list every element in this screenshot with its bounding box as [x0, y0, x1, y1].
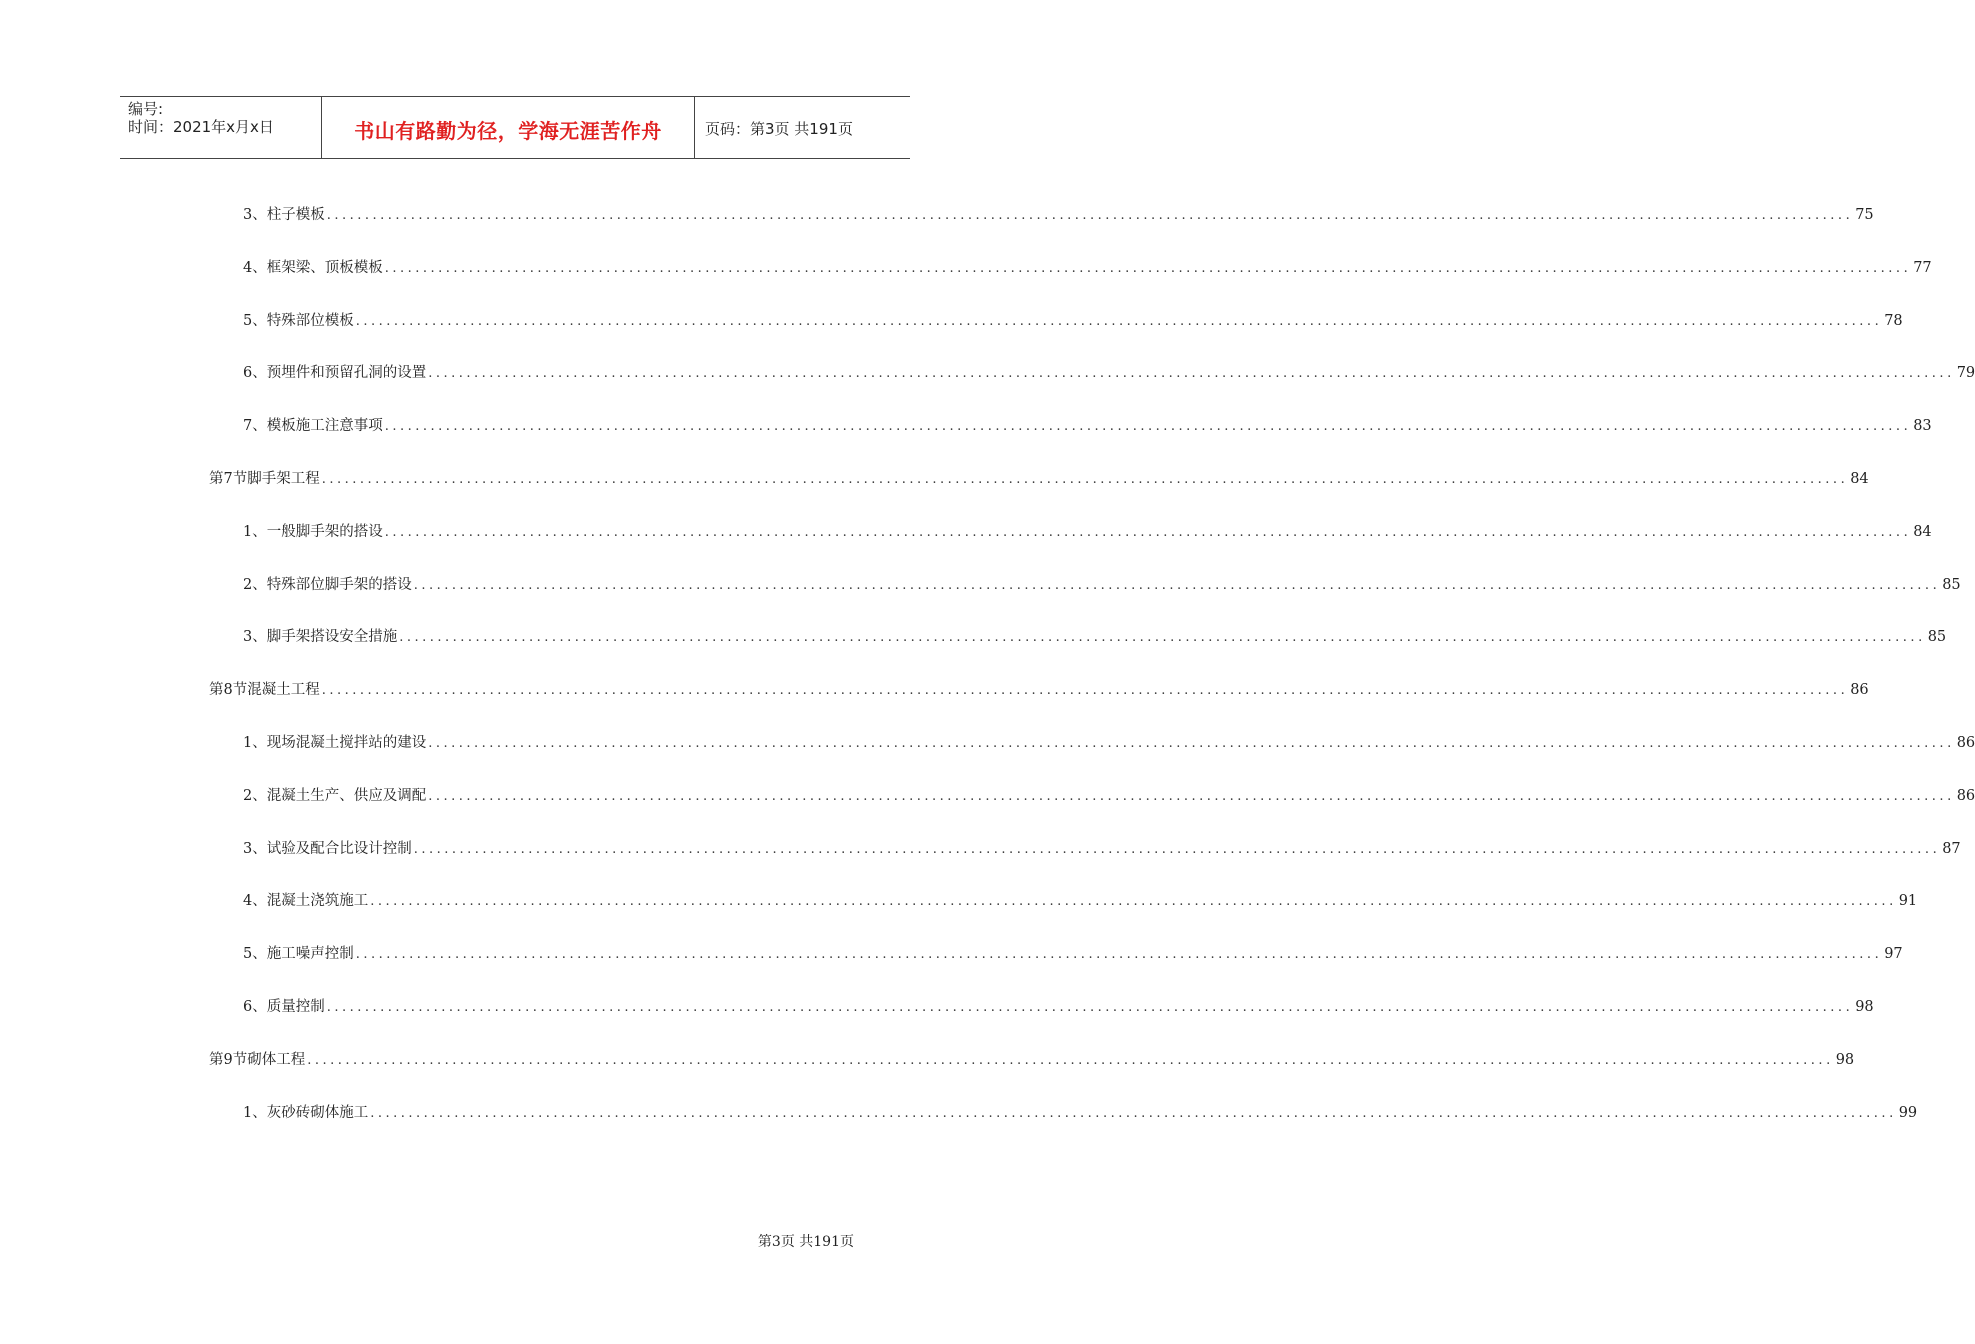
toc-entry-title: 柱子模板 — [266, 207, 325, 223]
toc-entry-title: 模板施工注意事项 — [266, 418, 383, 434]
toc-entry[interactable] — [243, 1102, 1918, 1124]
serial-label: 编号: — [128, 100, 164, 118]
toc-entry-number: 4、 — [243, 260, 267, 276]
toc-entry-number: 3、 — [243, 207, 267, 223]
toc-entry-number: 4、 — [243, 893, 267, 909]
toc-entry-page: 83 — [1913, 418, 1932, 434]
toc-entry-number: 5、 — [243, 313, 267, 329]
toc-entry[interactable] — [243, 362, 1975, 384]
toc-dot-leader: ........................................................................................................................................................................................................ — [355, 947, 1883, 962]
page-footer: 第3页 共191页 — [757, 1234, 854, 1250]
toc-entry-number: 5、 — [243, 946, 267, 962]
toc-entry-page: 75 — [1855, 207, 1874, 223]
toc-dot-leader: ........................................................................................................................................................................................................ — [384, 525, 1912, 540]
toc-entry[interactable] — [243, 415, 1932, 437]
toc-entry-title: 脚手架工程 — [247, 471, 320, 487]
toc-entry-number: 第9节 — [209, 1052, 248, 1068]
toc-entry-title: 预埋件和预留孔洞的设置 — [266, 365, 427, 381]
toc-entry-page: 97 — [1884, 946, 1903, 962]
toc-entry[interactable] — [243, 574, 1961, 596]
toc-entry-page: 78 — [1884, 313, 1903, 329]
toc-entry-title: 一般脚手架的搭设 — [266, 524, 383, 540]
toc-entry-page: 84 — [1850, 471, 1869, 487]
toc-entry-page: 79 — [1956, 365, 1975, 381]
toc-dot-leader: ........................................................................................................................................................................................................ — [384, 261, 1912, 276]
toc-entry-page: 86 — [1850, 682, 1869, 698]
toc-section-entry[interactable] — [209, 1049, 1855, 1071]
toc-dot-leader: ........................................................................................................................................................................................................ — [399, 630, 1926, 645]
toc-dot-leader: ........................................................................................................................................................................................................ — [413, 842, 1941, 857]
toc-entry[interactable] — [243, 626, 1947, 648]
time-label: 时间：2021年x月x日 — [128, 118, 274, 136]
header-page-cell — [695, 97, 910, 158]
toc-entry[interactable] — [243, 310, 1903, 332]
toc-entry-title: 施工噪声控制 — [266, 946, 354, 962]
toc-dot-leader: ........................................................................................................................................................................................................ — [428, 366, 1955, 381]
toc-entry-title: 现场混凝土搅拌站的建设 — [266, 735, 427, 751]
toc-entry-number: 3、 — [243, 629, 267, 645]
toc-entry[interactable] — [243, 996, 1874, 1018]
toc-entry-page: 98 — [1835, 1052, 1855, 1068]
toc-entry-number: 2、 — [243, 577, 267, 593]
toc-section-entry[interactable] — [209, 679, 1869, 701]
toc-dot-leader: ........................................................................................................................................................................................................ — [307, 1053, 1834, 1068]
toc-entry-title: 质量控制 — [266, 999, 325, 1015]
toc-entry-number: 6、 — [243, 365, 267, 381]
toc-entry-title: 砌体工程 — [247, 1052, 306, 1068]
toc-entry-page: 99 — [1898, 1105, 1918, 1121]
toc-dot-leader: ........................................................................................................................................................................................................ — [321, 472, 1849, 487]
toc-entry-page: 86 — [1956, 735, 1975, 751]
toc-entry-title: 试验及配合比设计控制 — [266, 841, 412, 857]
toc-entry-page: 98 — [1855, 999, 1874, 1015]
motto: 书山有路勤为径，学海无涯苦作舟 — [354, 119, 662, 143]
toc-entry-page: 85 — [1942, 577, 1961, 593]
toc-entry-number: 1、 — [243, 524, 267, 540]
toc-entry[interactable] — [243, 257, 1932, 279]
header-motto-cell — [322, 97, 695, 158]
toc-entry-page: 85 — [1927, 629, 1947, 645]
toc-entry-page: 86 — [1956, 788, 1975, 804]
toc-entry-number: 第7节 — [209, 471, 248, 487]
toc-entry[interactable] — [243, 838, 1961, 860]
toc-entry-number: 7、 — [243, 418, 267, 434]
toc-entry-page: 84 — [1913, 524, 1932, 540]
toc-dot-leader: ........................................................................................................................................................................................................ — [428, 789, 1955, 804]
toc-entry-number: 1、 — [243, 1105, 267, 1121]
toc-dot-leader: ........................................................................................................................................................................................................ — [370, 894, 1897, 909]
toc-entry-page: 87 — [1942, 841, 1961, 857]
header-page-label: 页码：第3页 共191页 — [705, 120, 853, 138]
toc-entry-number: 6、 — [243, 999, 267, 1015]
toc-dot-leader: ........................................................................................................................................................................................................ — [326, 208, 1854, 223]
toc-entry-number: 第8节 — [209, 682, 248, 698]
toc-entry-title: 灰砂砖砌体施工 — [266, 1105, 369, 1121]
toc-entry-title: 特殊部位脚手架的搭设 — [266, 577, 412, 593]
toc-section-entry[interactable] — [209, 468, 1869, 490]
toc-entry-title: 混凝土生产、供应及调配 — [266, 788, 427, 804]
toc-entry[interactable] — [243, 785, 1975, 807]
document-header — [120, 96, 910, 159]
header-meta-cell — [120, 97, 322, 158]
toc-entry-title: 脚手架搭设安全措施 — [266, 629, 398, 645]
toc-dot-leader: ........................................................................................................................................................................................................ — [428, 736, 1955, 751]
toc-entry[interactable] — [243, 521, 1932, 543]
toc-entry-title: 框架梁、顶板模板 — [266, 260, 383, 276]
toc-entry[interactable] — [243, 204, 1874, 226]
toc-dot-leader: ........................................................................................................................................................................................................ — [326, 1000, 1854, 1015]
toc-entry[interactable] — [243, 943, 1903, 965]
toc-entry-title: 混凝土浇筑施工 — [266, 893, 369, 909]
toc-dot-leader: ........................................................................................................................................................................................................ — [413, 578, 1941, 593]
toc-dot-leader: ........................................................................................................................................................................................................ — [370, 1106, 1897, 1121]
toc-entry-number: 3、 — [243, 841, 267, 857]
toc-entry-page: 91 — [1898, 893, 1918, 909]
toc-dot-leader: ........................................................................................................................................................................................................ — [321, 683, 1849, 698]
toc-dot-leader: ........................................................................................................................................................................................................ — [384, 419, 1912, 434]
toc-entry-number: 1、 — [243, 735, 267, 751]
toc-entry-page: 77 — [1913, 260, 1932, 276]
toc-entry[interactable] — [243, 890, 1918, 912]
toc-entry-number: 2、 — [243, 788, 267, 804]
toc-entry-title: 特殊部位模板 — [266, 313, 354, 329]
toc-entry[interactable] — [243, 732, 1975, 754]
toc-dot-leader: ........................................................................................................................................................................................................ — [355, 314, 1883, 329]
toc-entry-title: 混凝土工程 — [247, 682, 320, 698]
